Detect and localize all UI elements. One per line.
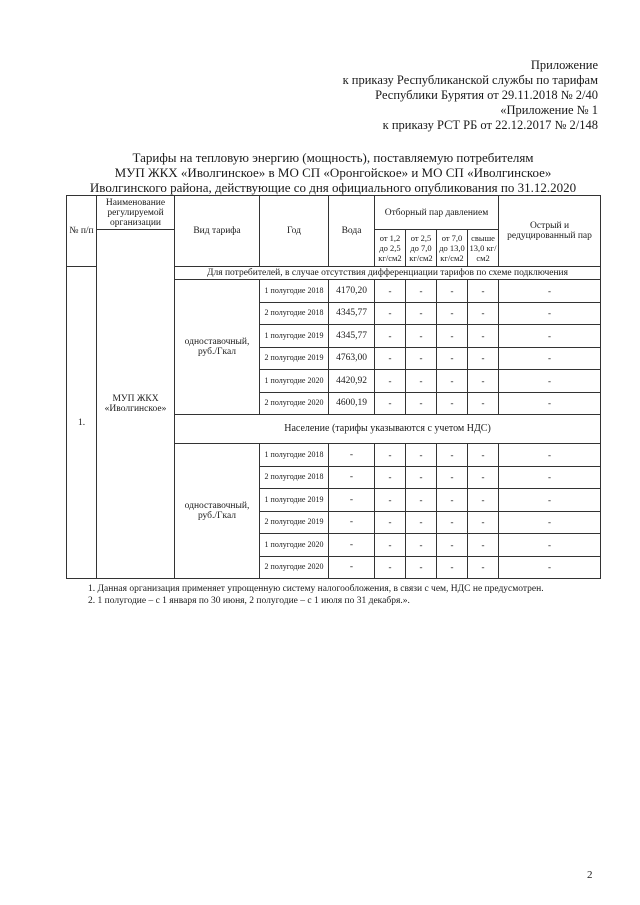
pressure-cell: - (468, 325, 499, 348)
pressure-cell: - (437, 466, 468, 489)
water-cell: - (329, 511, 375, 534)
water-cell: - (329, 489, 375, 512)
title-line: МУП ЖКХ «Иволгинское» в МО СП «Оронгойское» и МО СП «Иволгинское» (114, 165, 552, 180)
water-cell: - (329, 534, 375, 557)
footnote: 1. Данная организация применяет упрощенную систему налогообложения, в связи с чем, НДС не предусмотрен. (88, 584, 544, 594)
pressure-cell: - (375, 302, 406, 325)
period-cell: 1 полугодие 2020 (260, 534, 329, 557)
pressure-cell: - (375, 444, 406, 467)
tariff-type: одноставочный, руб./Гкал (175, 280, 260, 415)
acute-cell: - (499, 556, 601, 579)
footnotes (66, 583, 600, 607)
pressure-cell: - (468, 466, 499, 489)
period-cell: 2 полугодие 2019 (260, 511, 329, 534)
pressure-cell: - (375, 489, 406, 512)
pressure-cell: - (437, 347, 468, 370)
header-steam: Отборный пар давлением (375, 196, 499, 230)
pressure-cell: - (468, 280, 499, 303)
period-cell: 2 полугодие 2018 (260, 302, 329, 325)
pressure-cell: - (468, 489, 499, 512)
pressure-cell: - (375, 392, 406, 415)
appendix-header (343, 58, 598, 133)
period-cell: 1 полугодие 2018 (260, 280, 329, 303)
pressure-cell: - (406, 489, 437, 512)
document-title (66, 150, 600, 195)
water-cell: 4345,77 (329, 325, 375, 348)
header-pressure: от 2,5 до 7,0 кг/см2 (406, 230, 437, 267)
pressure-cell: - (437, 489, 468, 512)
pressure-cell: - (437, 534, 468, 557)
header-tariff-type: Вид тарифа (175, 196, 260, 267)
tariff-type: одноставочный, руб./Гкал (175, 444, 260, 579)
acute-cell: - (499, 511, 601, 534)
acute-cell: - (499, 392, 601, 415)
footnote: 2. 1 полугодие – с 1 января по 30 июня, 2 полугодие – с 1 июля по 31 декабря.». (88, 596, 410, 606)
water-cell: 4763,00 (329, 347, 375, 370)
pressure-cell: - (406, 325, 437, 348)
period-cell: 2 полугодие 2020 (260, 556, 329, 579)
pressure-cell: - (375, 347, 406, 370)
row-number: 1. (67, 267, 97, 579)
pressure-cell: - (406, 534, 437, 557)
pressure-cell: - (437, 280, 468, 303)
section-heading: Для потребителей, в случае отсутствия дифференциации тарифов по схеме подключения (175, 267, 601, 280)
period-cell: 1 полугодие 2019 (260, 489, 329, 512)
period-cell: 2 полугодие 2020 (260, 392, 329, 415)
pressure-cell: - (375, 280, 406, 303)
pressure-cell: - (406, 347, 437, 370)
pressure-cell: - (406, 466, 437, 489)
header-pressure: свыше 13,0 кг/см2 (468, 230, 499, 267)
header-water: Вода (329, 196, 375, 267)
pressure-cell: - (375, 370, 406, 393)
acute-cell: - (499, 347, 601, 370)
pressure-cell: - (437, 370, 468, 393)
header-line: Приложение (530, 58, 598, 72)
pressure-cell: - (468, 444, 499, 467)
pressure-cell: - (437, 325, 468, 348)
header-line: Республики Бурятия от 29.11.2018 № 2/40 (375, 88, 598, 102)
pressure-cell: - (375, 534, 406, 557)
pressure-cell: - (437, 444, 468, 467)
header-line: к приказу Республиканской службы по тарифам (342, 73, 598, 87)
pressure-cell: - (406, 280, 437, 303)
water-cell: - (329, 556, 375, 579)
header-year: Год (260, 196, 329, 267)
page-number: 2 (587, 869, 593, 881)
pressure-cell: - (406, 444, 437, 467)
pressure-cell: - (437, 511, 468, 534)
water-cell: 4345,77 (329, 302, 375, 325)
pressure-cell: - (468, 347, 499, 370)
acute-cell: - (499, 370, 601, 393)
pressure-cell: - (468, 556, 499, 579)
pressure-cell: - (468, 511, 499, 534)
header-line: «Приложение № 1 (500, 103, 598, 117)
acute-cell: - (499, 302, 601, 325)
water-cell: 4420,92 (329, 370, 375, 393)
pressure-cell: - (375, 511, 406, 534)
acute-cell: - (499, 534, 601, 557)
period-cell: 1 полугодие 2018 (260, 444, 329, 467)
acute-cell: - (499, 489, 601, 512)
organization-name: МУП ЖКХ «Иволгинское» (97, 230, 175, 579)
pressure-cell: - (437, 392, 468, 415)
water-cell: 4170,20 (329, 280, 375, 303)
header-pressure: от 7,0 до 13,0 кг/см2 (437, 230, 468, 267)
period-cell: 1 полугодие 2020 (260, 370, 329, 393)
header-pressure: от 1,2 до 2,5 кг/см2 (375, 230, 406, 267)
header-line: к приказу РСТ РБ от 22.12.2017 № 2/148 (382, 118, 598, 132)
title-line: Иволгинского района, действующие со дня официального опубликования по 31.12.2020 (89, 180, 577, 195)
acute-cell: - (499, 280, 601, 303)
pressure-cell: - (468, 534, 499, 557)
pressure-cell: - (406, 370, 437, 393)
period-cell: 2 полугодие 2018 (260, 466, 329, 489)
acute-cell: - (499, 466, 601, 489)
pressure-cell: - (406, 511, 437, 534)
pressure-cell: - (375, 466, 406, 489)
pressure-cell: - (468, 392, 499, 415)
header-num: № п/п (67, 196, 97, 267)
pressure-cell: - (406, 556, 437, 579)
period-cell: 1 полугодие 2019 (260, 325, 329, 348)
pressure-cell: - (468, 302, 499, 325)
header-acute-steam: Острый и редуцированный пар (499, 196, 601, 267)
water-cell: - (329, 444, 375, 467)
water-cell: 4600,19 (329, 392, 375, 415)
title-line: Тарифы на тепловую энергию (мощность), поставляемую потребителям (132, 150, 534, 165)
pressure-cell: - (437, 302, 468, 325)
acute-cell: - (499, 444, 601, 467)
pressure-cell: - (406, 392, 437, 415)
pressure-cell: - (375, 325, 406, 348)
period-cell: 2 полугодие 2019 (260, 347, 329, 370)
water-cell: - (329, 466, 375, 489)
pressure-cell: - (437, 556, 468, 579)
tariff-table (66, 195, 601, 579)
acute-cell: - (499, 325, 601, 348)
pressure-cell: - (406, 302, 437, 325)
section-heading: Население (тарифы указываются с учетом НДС) (175, 415, 601, 444)
pressure-cell: - (375, 556, 406, 579)
pressure-cell: - (468, 370, 499, 393)
header-organization: Наименование регулируемой организации (97, 196, 175, 230)
